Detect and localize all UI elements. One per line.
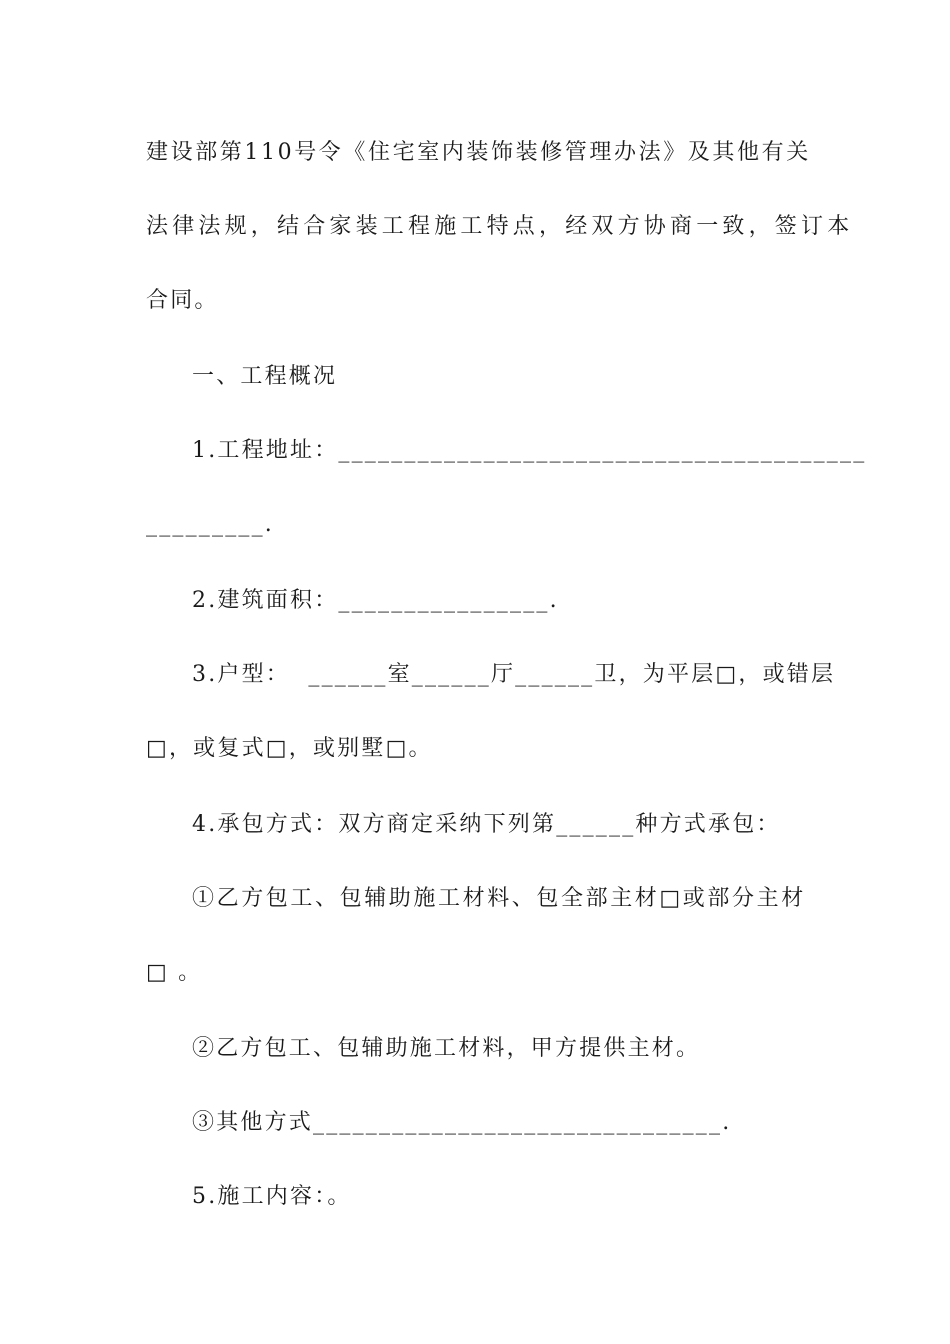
intro-line-1: 建设部第110号令《住宅室内装饰装修管理办法》及其他有关: [146, 140, 811, 165]
method-option-1-cont: □ 。: [146, 960, 203, 985]
intro-line-2: 法律法规，结合家装工程施工特点，经双方协商一致，签订本: [146, 214, 854, 239]
project-address-field-cont: _________.: [146, 512, 274, 537]
project-address-field: 1.工程地址：________________________________________: [192, 438, 867, 463]
contract-method-field: 4.承包方式：双方商定采纳下列第______种方式承包：: [192, 812, 781, 837]
house-type-field: 3.户型： ______室______厅______卫，为平层□，或错层: [192, 662, 836, 687]
construction-content-field: 5.施工内容：。: [192, 1184, 352, 1209]
method-option-3: ③其他方式_______________________________.: [192, 1110, 732, 1135]
method-option-1: ①乙方包工、包辅助施工材料、包全部主材□或部分主材: [192, 886, 806, 911]
house-type-field-cont: □，或复式□，或别墅□。: [146, 736, 433, 761]
section-heading-overview: 一、工程概况: [192, 364, 338, 389]
method-option-2: ②乙方包工、包辅助施工材料，甲方提供主材。: [192, 1036, 701, 1061]
building-area-field: 2.建筑面积：________________.: [192, 588, 559, 613]
intro-line-3: 合同。: [146, 288, 219, 313]
